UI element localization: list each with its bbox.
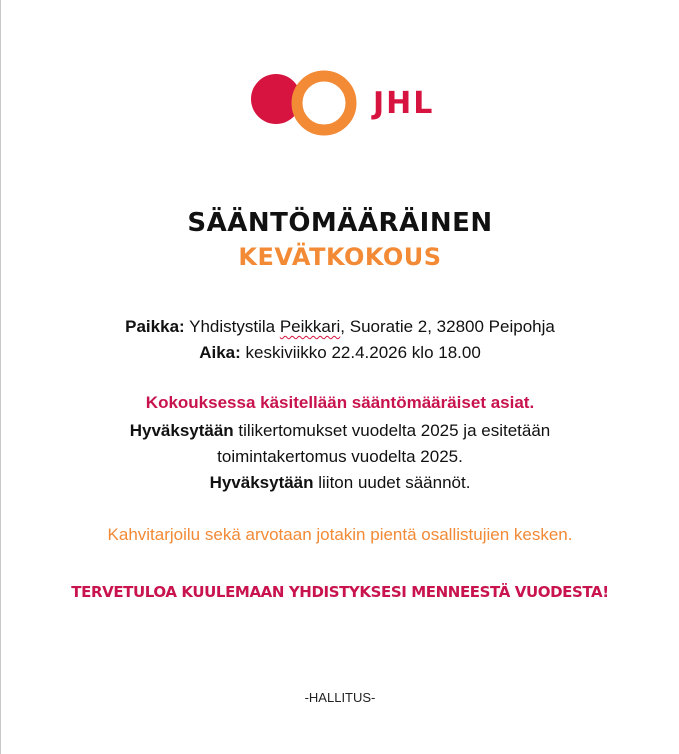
agenda-list xyxy=(1,418,679,496)
place-name: Peikkari xyxy=(279,317,341,336)
logo-orange-ring xyxy=(297,76,351,130)
signature: -HALLITUS- xyxy=(304,690,376,705)
time-row xyxy=(1,340,679,366)
agenda-heading: Kokouksessa käsitellään sääntömääräiset asiat. xyxy=(145,393,535,412)
logo-circles-icon xyxy=(249,64,369,144)
agenda-item-2-rest: liiton uudet säännöt. xyxy=(313,473,471,492)
time-value: keskiviikko 22.4.2026 klo 18.00 xyxy=(240,343,481,362)
agenda-item-1-rest: tilikertomukset vuodelta 2025 ja esitetään xyxy=(233,421,551,440)
jhl-logo xyxy=(249,64,439,144)
logo-text: JHL xyxy=(373,86,435,121)
agenda-item-1-line-2: toimintakertomus vuodelta 2025. xyxy=(217,447,463,466)
agenda-item-2 xyxy=(1,470,679,496)
title-line-1: SÄÄNTÖMÄÄRÄINEN xyxy=(187,208,493,238)
welcome-text: TERVETULOA KUULEMAAN YHDISTYKSESI MENNEESTÄ VUODESTA! xyxy=(71,583,609,601)
place-label: Paikka: xyxy=(125,317,185,336)
agenda-item-2-bold: Hyväksytään xyxy=(209,473,314,492)
place-row xyxy=(1,314,679,340)
place-prefix: Yhdistystila xyxy=(184,317,280,336)
agenda-item-1-line-1 xyxy=(1,418,679,444)
agenda-item-1-bold: Hyväksytään xyxy=(129,421,234,440)
coffee-text: Kahvitarjoilu sekä arvotaan jotakin pientä osallistujien kesken. xyxy=(107,525,573,544)
place-address: , Suoratie 2, 32800 Peipohja xyxy=(340,317,555,336)
time-label: Aika: xyxy=(199,343,241,362)
title-line-2: KEVÄTKOKOUS xyxy=(238,243,442,271)
